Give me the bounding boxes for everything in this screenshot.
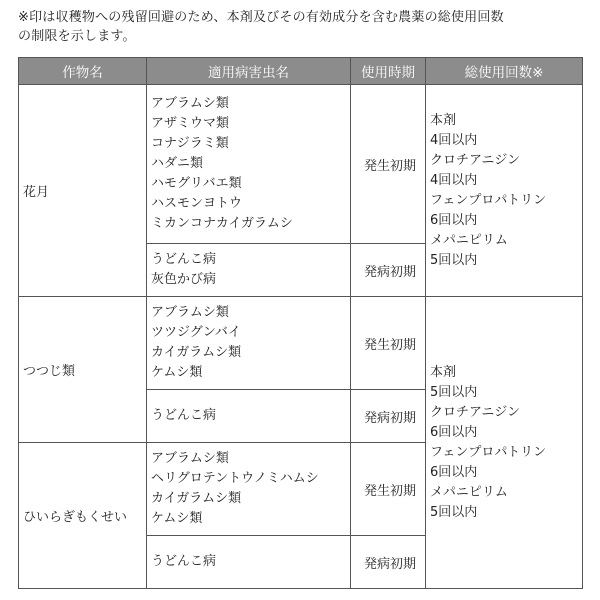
pest-name: ハダニ類 bbox=[151, 156, 204, 171]
use-limit-text: 6回以内 bbox=[430, 424, 478, 440]
use-limit-text: 6回以内 bbox=[430, 212, 478, 228]
target-pests-cell bbox=[147, 244, 351, 297]
pest-name: ツツジグンバイ bbox=[151, 325, 241, 340]
use-limit-text: 5回以内 bbox=[430, 252, 478, 268]
pest-name: コナジラミ類 bbox=[151, 136, 229, 151]
pest-name: うどんこ病 bbox=[151, 554, 217, 569]
use-limit-text: メパニピリム bbox=[430, 232, 508, 248]
pest-name: うどんこ病 bbox=[151, 408, 217, 423]
use-limit-text: 4回以内 bbox=[430, 132, 478, 148]
use-limit-text: 5回以内 bbox=[430, 504, 478, 520]
pest-name: アブラムシ類 bbox=[151, 451, 229, 466]
use-limit-text: 5回以内 bbox=[430, 384, 478, 400]
use-limit-text: 本剤 bbox=[430, 112, 457, 128]
target-pests-cell bbox=[147, 85, 351, 244]
pest-name: カイガラムシ類 bbox=[151, 491, 242, 506]
use-limit-text: クロチアニジン bbox=[430, 152, 521, 168]
target-pests-cell bbox=[147, 390, 351, 443]
pest-name: 灰色かび病 bbox=[151, 272, 217, 287]
pest-name: ハモグリバエ類 bbox=[151, 176, 242, 191]
use-limit-text: フェンプロパトリン bbox=[430, 444, 547, 460]
usage-note-line-2: の制限を示します。 bbox=[18, 29, 136, 44]
use-limit-text: 6回以内 bbox=[430, 464, 478, 480]
target-pests-cell bbox=[147, 536, 351, 589]
pest-name: ケムシ類 bbox=[151, 511, 203, 526]
header-total-use-count: 総使用回数※ bbox=[426, 58, 583, 85]
total-use-count-cell bbox=[426, 85, 583, 297]
header-use-timing: 使用時期 bbox=[351, 58, 426, 85]
pest-name: アブラムシ類 bbox=[151, 96, 229, 111]
pest-name: ハスモンヨトウ bbox=[151, 196, 243, 211]
pest-name: カイガラムシ類 bbox=[151, 345, 242, 360]
usage-note-line-1: ※印は収穫物への残留回避のため、本剤及びその有効成分を含む農薬の総使用回数 bbox=[18, 10, 504, 25]
table-header-row bbox=[19, 58, 583, 85]
use-timing-cell: 発病初期 bbox=[351, 244, 426, 297]
table-row bbox=[19, 85, 583, 244]
usage-note bbox=[18, 8, 588, 46]
use-timing-cell: 発病初期 bbox=[351, 536, 426, 589]
header-target-pests: 適用病害虫名 bbox=[147, 58, 351, 85]
use-timing-cell: 発病初期 bbox=[351, 390, 426, 443]
use-limit-text: フェンプロパトリン bbox=[430, 192, 547, 208]
total-use-count-cell bbox=[426, 297, 583, 589]
pest-name: ヘリグロテントウノミハムシ bbox=[151, 471, 319, 486]
application-table bbox=[18, 57, 583, 589]
pest-name: ミカンコナカイガラムシ bbox=[151, 216, 293, 231]
use-timing-cell: 発生初期 bbox=[351, 443, 426, 536]
use-limit-text: クロチアニジン bbox=[430, 404, 521, 420]
use-timing-cell: 発生初期 bbox=[351, 297, 426, 390]
pest-name: アザミウマ類 bbox=[151, 116, 230, 131]
header-crop-name: 作物名 bbox=[19, 58, 147, 85]
crop-name-cell: 花月 bbox=[19, 85, 147, 297]
use-limit-text: 本剤 bbox=[430, 364, 457, 380]
pest-name: うどんこ病 bbox=[151, 252, 217, 267]
crop-name-cell: ひいらぎもくせい bbox=[19, 443, 147, 589]
use-timing-cell: 発生初期 bbox=[351, 85, 426, 244]
pest-name: ケムシ類 bbox=[151, 365, 203, 380]
use-limit-text: メパニピリム bbox=[430, 484, 508, 500]
target-pests-cell bbox=[147, 297, 351, 390]
crop-name-cell: つつじ類 bbox=[19, 297, 147, 443]
use-limit-text: 4回以内 bbox=[430, 172, 478, 188]
target-pests-cell bbox=[147, 443, 351, 536]
table-row bbox=[19, 297, 583, 390]
pest-name: アブラムシ類 bbox=[151, 305, 229, 320]
